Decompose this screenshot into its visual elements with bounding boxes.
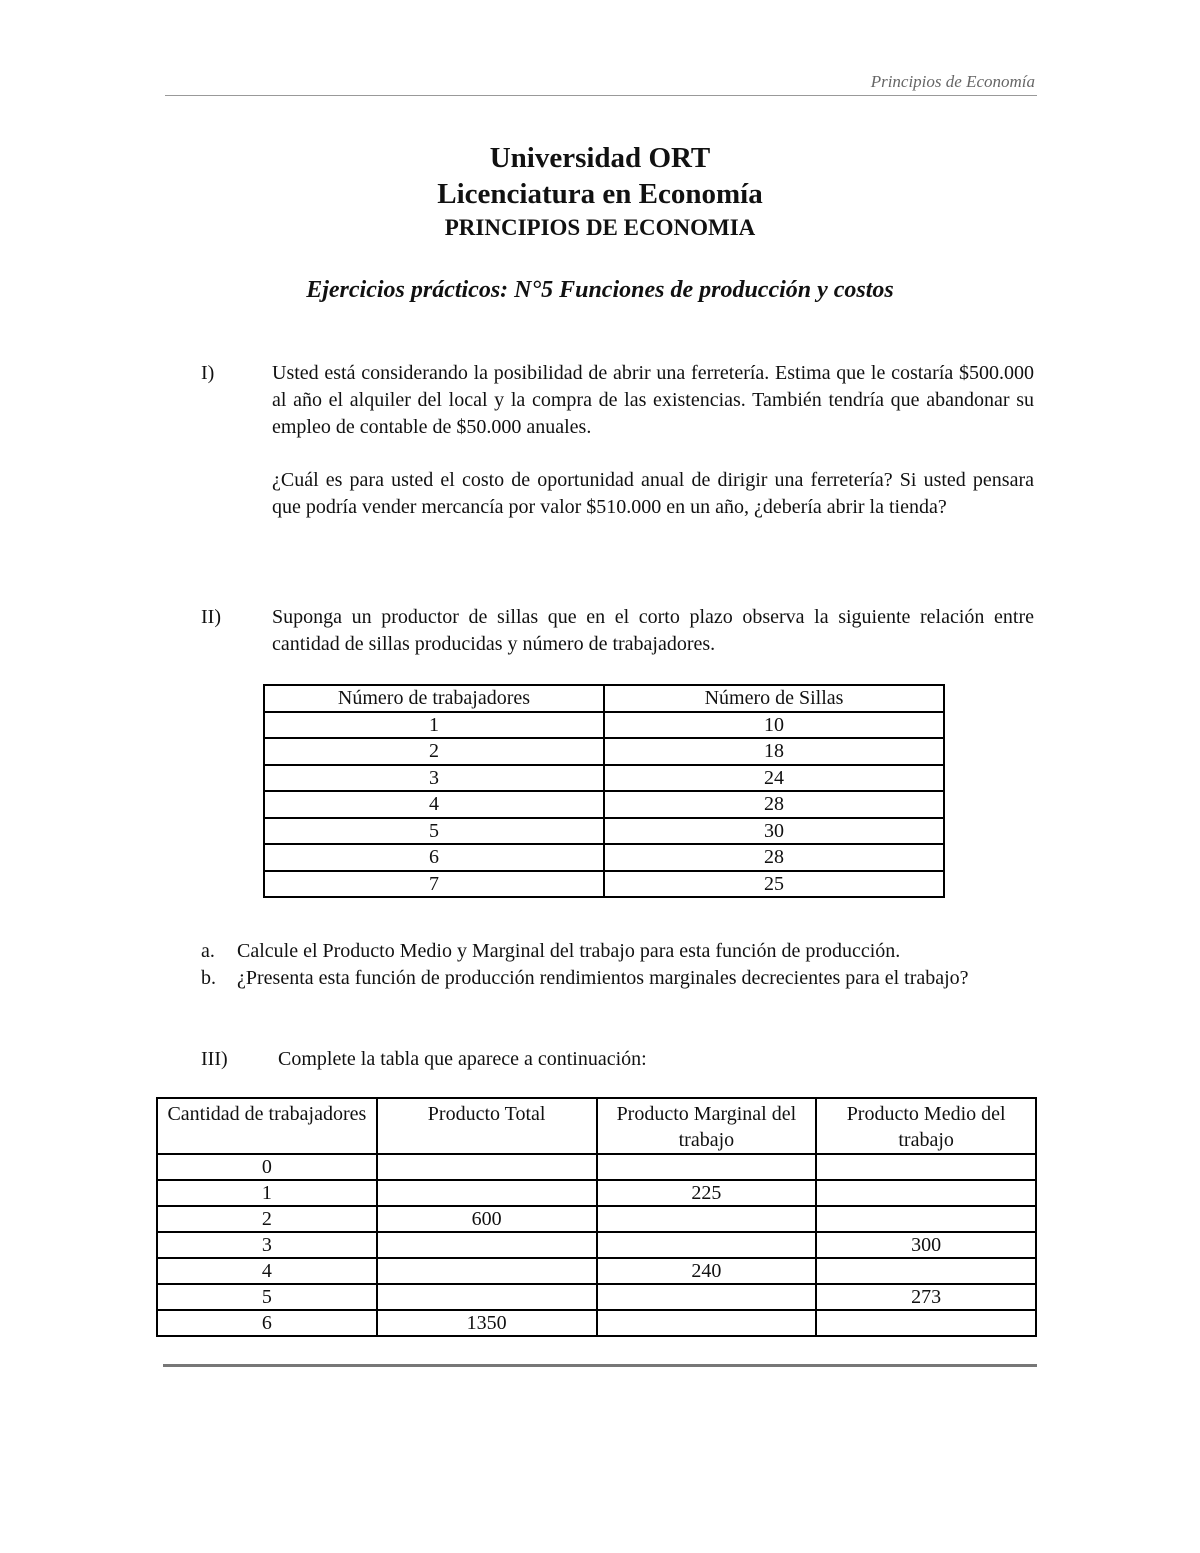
table-cell: 300 bbox=[816, 1232, 1036, 1258]
question-b bbox=[201, 965, 1035, 992]
table-row bbox=[157, 1284, 1036, 1310]
table-cell: 5 bbox=[264, 818, 604, 845]
table-cell: 10 bbox=[604, 712, 944, 739]
table-row bbox=[264, 871, 944, 898]
university-name: Universidad ORT bbox=[489, 142, 711, 174]
header-cell: Producto Medio del trabajo bbox=[816, 1098, 1036, 1154]
sillas-table bbox=[263, 684, 945, 898]
table-cell: 0 bbox=[157, 1154, 377, 1180]
table-cell: 7 bbox=[264, 871, 604, 898]
table-cell: 6 bbox=[157, 1310, 377, 1336]
table-row bbox=[157, 1258, 1036, 1284]
table-cell bbox=[816, 1206, 1036, 1232]
table-row bbox=[157, 1310, 1036, 1336]
table-cell: 24 bbox=[604, 765, 944, 792]
table-header-row bbox=[157, 1098, 1036, 1154]
table-cell: 3 bbox=[157, 1232, 377, 1258]
table-cell bbox=[597, 1206, 817, 1232]
table-cell: 4 bbox=[157, 1258, 377, 1284]
header-cell: Cantidad de trabajadores bbox=[157, 1098, 377, 1154]
running-header: Principios de Economía bbox=[870, 72, 1035, 91]
table-row bbox=[264, 765, 944, 792]
header-rule bbox=[165, 95, 1037, 96]
table-cell: 225 bbox=[597, 1180, 817, 1206]
header-cell: Producto Total bbox=[377, 1098, 597, 1154]
table-cell: 240 bbox=[597, 1258, 817, 1284]
header-cell: Número de Sillas bbox=[604, 685, 944, 712]
table-cell bbox=[377, 1180, 597, 1206]
course-name: PRINCIPIOS DE ECONOMIA bbox=[444, 215, 756, 240]
table-cell bbox=[377, 1154, 597, 1180]
table-row bbox=[157, 1232, 1036, 1258]
header-cell: Producto Marginal del trabajo bbox=[597, 1098, 817, 1154]
exercise-1-number: I) bbox=[201, 362, 215, 384]
question-text: ¿Presenta esta función de producción rendimientos marginales decrecientes para el trabajo? bbox=[237, 967, 969, 989]
table-cell: 4 bbox=[264, 791, 604, 818]
question-text: Calcule el Producto Medio y Marginal del trabajo para esta función de producción. bbox=[237, 940, 901, 962]
table-cell: 1350 bbox=[377, 1310, 597, 1336]
table-cell bbox=[377, 1232, 597, 1258]
table-cell bbox=[816, 1154, 1036, 1180]
table-cell bbox=[597, 1232, 817, 1258]
table-cell: 273 bbox=[816, 1284, 1036, 1310]
table-cell: 1 bbox=[157, 1180, 377, 1206]
degree-name: Licenciatura en Economía bbox=[437, 178, 763, 210]
table-cell: 2 bbox=[157, 1206, 377, 1232]
table-row bbox=[264, 791, 944, 818]
exercise-1-paragraph-2: ¿Cuál es para usted el costo de oportunidad anual de dirigir una ferretería? Si usted pensara que podría vender mercancía por valor $510.000 en un año, ¿debería abrir la tienda? bbox=[272, 469, 1034, 518]
table-cell bbox=[377, 1284, 597, 1310]
table-row bbox=[264, 844, 944, 871]
table-cell bbox=[597, 1284, 817, 1310]
exercise-subtitle: Ejercicios prácticos: N°5 Funciones de producción y costos bbox=[306, 277, 894, 303]
exercise-2-number: II) bbox=[201, 606, 221, 628]
table-cell: 3 bbox=[264, 765, 604, 792]
table-cell: 28 bbox=[604, 844, 944, 871]
exercise-3-number: III) bbox=[201, 1048, 228, 1070]
table-cell bbox=[816, 1310, 1036, 1336]
table-cell: 18 bbox=[604, 738, 944, 765]
table-row bbox=[264, 738, 944, 765]
exercise-2-paragraph: Suponga un productor de sillas que en el corto plazo observa la siguiente relación entre cantidad de sillas producidas y número de trabajadores. bbox=[272, 606, 1034, 655]
table-row bbox=[264, 712, 944, 739]
production-table bbox=[156, 1097, 1037, 1337]
table-row bbox=[157, 1206, 1036, 1232]
question-label: b. bbox=[201, 967, 216, 989]
table-cell: 600 bbox=[377, 1206, 597, 1232]
table-cell: 5 bbox=[157, 1284, 377, 1310]
table-row bbox=[157, 1154, 1036, 1180]
table-cell bbox=[816, 1180, 1036, 1206]
table-cell: 30 bbox=[604, 818, 944, 845]
table-cell: 1 bbox=[264, 712, 604, 739]
table-row bbox=[157, 1180, 1036, 1206]
header-cell: Número de trabajadores bbox=[264, 685, 604, 712]
table-cell bbox=[597, 1154, 817, 1180]
question-a bbox=[201, 938, 1035, 965]
table-cell bbox=[597, 1310, 817, 1336]
footer-rule bbox=[163, 1364, 1037, 1367]
table-cell: 25 bbox=[604, 871, 944, 898]
exercise-1-paragraph-1: Usted está considerando la posibilidad de abrir una ferretería. Estima que le costaría $500.000 al año el alquiler del local y la compra de las existencias. También tendría que abandonar su empleo de contable de $50.000 anuales. bbox=[272, 362, 1034, 438]
table-cell: 2 bbox=[264, 738, 604, 765]
question-label: a. bbox=[201, 940, 215, 962]
table-header-row bbox=[264, 685, 944, 712]
table-cell bbox=[816, 1258, 1036, 1284]
table-cell bbox=[377, 1258, 597, 1284]
table-cell: 6 bbox=[264, 844, 604, 871]
table-cell: 28 bbox=[604, 791, 944, 818]
table-row bbox=[264, 818, 944, 845]
exercise-3-text: Complete la tabla que aparece a continuación: bbox=[278, 1048, 647, 1070]
title-block bbox=[165, 140, 1035, 244]
